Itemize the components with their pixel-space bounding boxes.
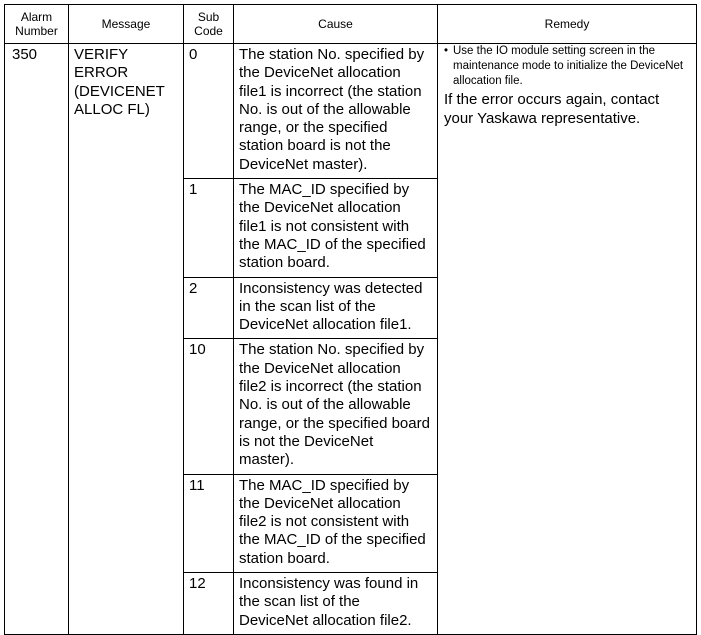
cause-cell: Inconsistency was detected in the scan list of the DeviceNet allocation file1.: [234, 277, 438, 339]
alarm-number-cell: 350: [5, 44, 69, 635]
table-body: [5, 44, 697, 635]
cause-cell: The station No. specified by the DeviceNet allocation file2 is incorrect (the station No. is out of the allowable range, or the specified board is not the DeviceNet master).: [234, 339, 438, 474]
sub-code-cell: 10: [184, 339, 234, 474]
cause-cell: The MAC_ID specified by the DeviceNet allocation file1 is not consistent with the MAC_ID of the specified station board.: [234, 179, 438, 277]
sub-code-cell: 0: [184, 44, 234, 179]
sub-code-cell: 11: [184, 474, 234, 572]
header-row: [5, 5, 697, 44]
cause-cell: The station No. specified by the DeviceNet allocation file1 is incorrect (the station No. is out of the allowable range, or the specified station board is not the DeviceNet master).: [234, 44, 438, 179]
remedy-note-text: Use the IO module setting screen in the maintenance mode to initialize the DeviceNet allocation file.: [453, 45, 684, 87]
bullet-icon: •: [444, 45, 449, 57]
header-message: Message: [69, 5, 184, 44]
header-alarm-number: Alarm Number: [5, 5, 69, 44]
header-cause: Cause: [234, 5, 438, 44]
sub-code-cell: 12: [184, 573, 234, 635]
remedy-main-text: If the error occurs again, contact your Yaskawa representative.: [444, 91, 660, 127]
header-remedy: Remedy: [438, 5, 697, 44]
alarm-table: [4, 4, 697, 635]
sub-code-cell: 1: [184, 179, 234, 277]
remedy-note: [444, 44, 690, 89]
message-cell: VERIFY ERROR (DEVICENET ALLOC FL): [69, 44, 184, 635]
remedy-cell: [438, 44, 697, 635]
header-sub-code: Sub Code: [184, 5, 234, 44]
table-header: [5, 5, 697, 44]
table-row: [5, 44, 697, 179]
cause-cell: Inconsistency was found in the scan list of the DeviceNet allocation file2.: [234, 573, 438, 635]
sub-code-cell: 2: [184, 277, 234, 339]
cause-cell: The MAC_ID specified by the DeviceNet allocation file2 is not consistent with the MAC_ID of the specified station board.: [234, 474, 438, 572]
